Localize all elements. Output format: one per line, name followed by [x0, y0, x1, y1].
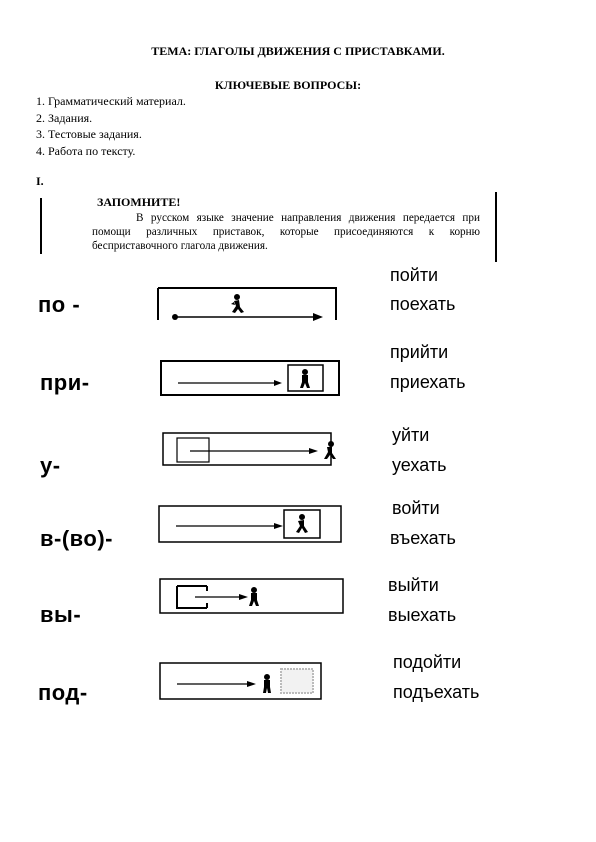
prefix-pri: при- — [40, 370, 90, 395]
verb-drive-v: въехать — [390, 528, 456, 548]
key-questions-heading: КЛЮЧЕВЫЕ ВОПРОСЫ: — [214, 78, 362, 92]
verb-drive-pri: приехать — [390, 372, 466, 392]
scheme-leave-diagram — [160, 430, 355, 470]
scheme-exit-diagram — [157, 576, 347, 616]
list-item: 1. Грамматический материал. — [36, 94, 186, 108]
scheme-enter-diagram — [156, 503, 344, 545]
list-item: 2. Задания. — [36, 110, 93, 125]
page-title: ТЕМА: ГЛАГОЛЫ ДВИЖЕНИЯ С ПРИСТАВКАМИ. — [151, 44, 445, 58]
key-questions-list — [36, 93, 186, 159]
prefix-pod: под- — [38, 680, 88, 705]
list-item: 3. Тестовые задания. — [36, 127, 142, 141]
prefix-po: по - — [38, 292, 81, 317]
verb-walk-pod: подойти — [393, 652, 462, 672]
verb-drive-po: поехать — [390, 294, 456, 314]
verb-drive-u: уехать — [392, 455, 447, 475]
verb-walk-po: пойти — [390, 265, 439, 285]
scheme-through-diagram — [155, 286, 340, 326]
remember-heading: ЗАПОМНИТЕ! — [97, 195, 181, 209]
verb-drive-pod: подъехать — [393, 682, 480, 702]
prefix-v: в-(во)- — [40, 526, 114, 551]
verb-walk-vy: выйти — [388, 575, 439, 595]
list-item: 4. Работа по тексту. — [36, 143, 136, 158]
remember-text: В русском языке значение направления движения передается при помощи различных приставок, которые присоединяются к корню бесприставочного глагола движения. — [92, 212, 480, 252]
left-rule — [40, 198, 42, 254]
right-rule — [495, 192, 497, 262]
prefix-u: у- — [40, 453, 61, 478]
remember-box — [40, 192, 497, 262]
scheme-approach-diagram — [157, 660, 325, 702]
verb-drive-vy: выехать — [388, 605, 457, 625]
verb-walk-pri: прийти — [390, 342, 449, 362]
verb-walk-v: войти — [392, 498, 440, 518]
prefix-vy: вы- — [40, 602, 82, 627]
scheme-arrive-diagram — [158, 358, 344, 400]
section-number: I. — [36, 174, 44, 188]
verb-walk-u: уйти — [392, 425, 430, 445]
